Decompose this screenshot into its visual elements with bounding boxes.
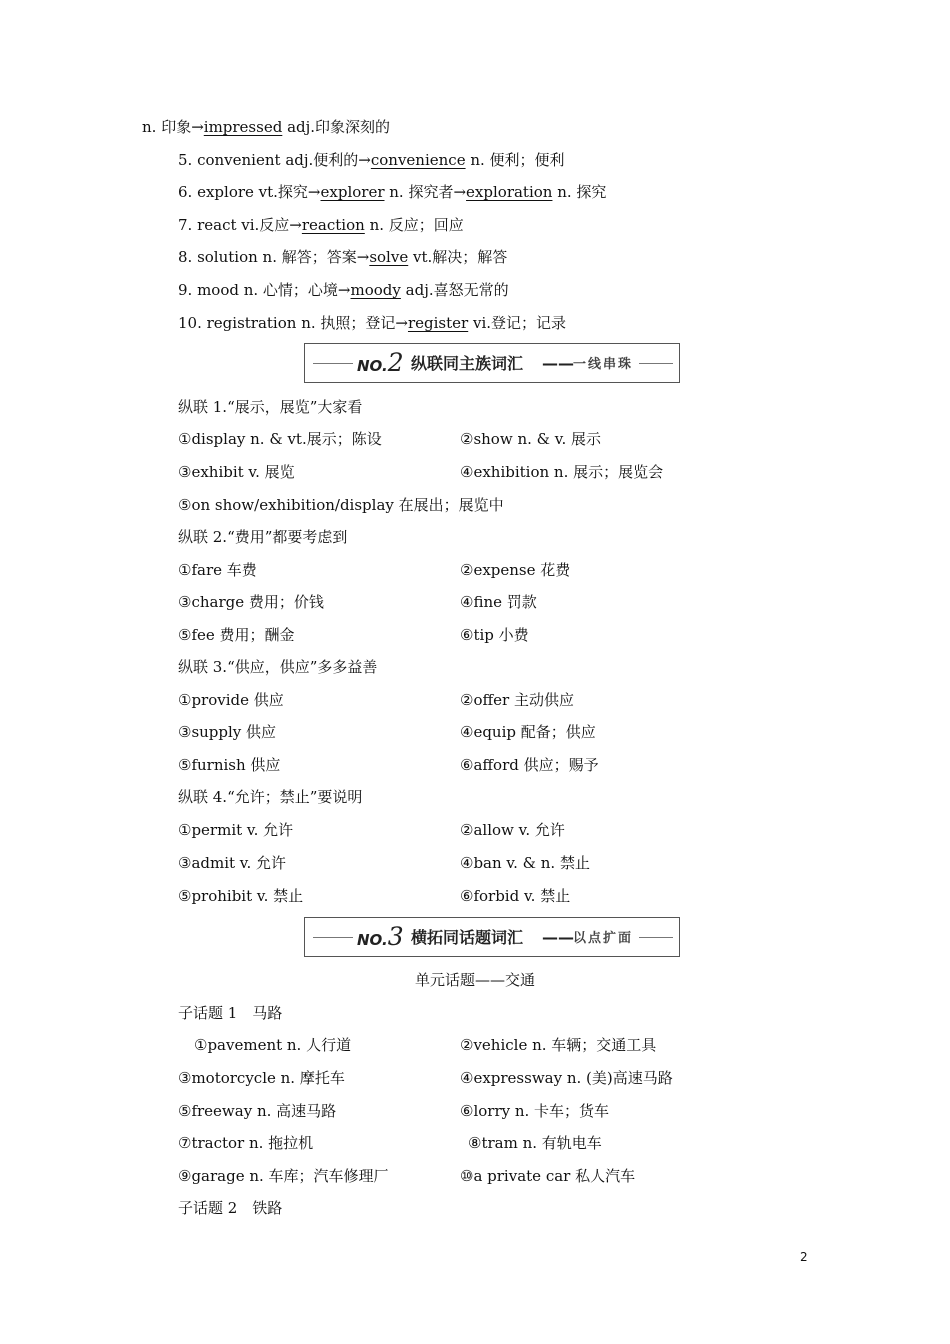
word-item: ⑤furnish 供应 — [178, 756, 281, 774]
intro-line: 6. explore vt.探究→explorer n. 探究者→exploration n. 探究 — [178, 183, 607, 201]
word-item: ⑨garage n. 车库；汽车修理厂 — [178, 1167, 389, 1185]
word-item: ⑥lorry n. 卡车；货车 — [460, 1102, 610, 1120]
banner-number: NO.2 — [357, 348, 404, 377]
word-item: ②expense 花费 — [460, 561, 571, 579]
word-item: ④expressway n. (美)高速马路 — [460, 1069, 673, 1087]
word-item: ②offer 主动供应 — [460, 691, 574, 709]
page-number: 2 — [800, 1250, 808, 1264]
subtopic-heading: 子话题 1 马路 — [178, 1004, 283, 1022]
word-item: ⑥tip 小费 — [460, 626, 529, 644]
word-item: ⑤fee 费用；酬金 — [178, 626, 295, 644]
word-item: ⑤on show/exhibition/display 在展出；展览中 — [178, 496, 504, 514]
subtopic-heading: 子话题 2 铁路 — [178, 1199, 283, 1217]
word-item: ②vehicle n. 车辆；交通工具 — [460, 1036, 657, 1054]
intro-line: 10. registration n. 执照；登记→register vi.登记；记录 — [178, 314, 567, 332]
group-heading: 纵联 2.“费用”都要考虑到 — [178, 528, 348, 546]
word-item: ⑧tram n. 有轨电车 — [468, 1134, 602, 1152]
word-item: ①display n. & vt.展示；陈设 — [178, 430, 382, 448]
intro-line: 8. solution n. 解答；答案→solve vt.解决；解答 — [178, 248, 508, 266]
group-heading: 纵联 1.“展示，展览”大家看 — [178, 398, 363, 416]
word-item: ③charge 费用；价钱 — [178, 593, 324, 611]
section-banner-no2: NO.2 纵联同主族词汇 —— 一线串珠 — [304, 343, 680, 383]
intro-line: 5. convenient adj.便利的→convenience n. 便利；便利 — [178, 151, 565, 169]
intro-line: 9. mood n. 心情；心境→moody adj.喜怒无常的 — [178, 281, 509, 299]
word-item: ⑥forbid v. 禁止 — [460, 887, 571, 905]
word-item: ④ban v. & n. 禁止 — [460, 854, 590, 872]
word-item: ④exhibition n. 展示；展览会 — [460, 463, 664, 481]
word-item: ④fine 罚款 — [460, 593, 537, 611]
unit-topic: 单元话题——交通 — [414, 971, 535, 989]
word-item: ②show n. & v. 展示 — [460, 430, 601, 448]
word-item: ③supply 供应 — [178, 723, 277, 741]
word-item: ⑥afford 供应；赐予 — [460, 756, 599, 774]
banner-title: 横拓同话题词汇 — [411, 928, 524, 947]
word-item: ①fare 车费 — [178, 561, 257, 579]
word-item: ①pavement n. 人行道 — [194, 1036, 352, 1054]
banner-title: 纵联同主族词汇 — [411, 354, 524, 373]
banner-number: NO.3 — [357, 922, 404, 951]
word-item: ④equip 配备；供应 — [460, 723, 596, 741]
word-item: ⑤prohibit v. 禁止 — [178, 887, 304, 905]
banner-subtitle: 一线串珠 — [573, 357, 634, 372]
word-item: ⑦tractor n. 拖拉机 — [178, 1134, 314, 1152]
intro-line: 7. react vi.反应→reaction n. 反应；回应 — [178, 216, 464, 234]
group-heading: 纵联 4.“允许；禁止”要说明 — [178, 788, 363, 806]
section-banner-no3: NO.3 横拓同话题词汇 —— 以点扩面 — [304, 917, 680, 957]
banner-subtitle: 以点扩面 — [573, 931, 634, 946]
word-item: ①provide 供应 — [178, 691, 284, 709]
group-heading: 纵联 3.“供应，供应”多多益善 — [178, 658, 378, 676]
word-item: ③exhibit v. 展览 — [178, 463, 295, 481]
word-item: ②allow v. 允许 — [460, 821, 565, 839]
word-item: ③admit v. 允许 — [178, 854, 287, 872]
word-item: ⑤freeway n. 高速马路 — [178, 1102, 337, 1120]
intro-line: n. 印象→impressed adj.印象深刻的 — [142, 118, 391, 136]
word-item: ①permit v. 允许 — [178, 821, 294, 839]
word-item: ③motorcycle n. 摩托车 — [178, 1069, 345, 1087]
word-item: ⑩a private car 私人汽车 — [460, 1167, 636, 1185]
